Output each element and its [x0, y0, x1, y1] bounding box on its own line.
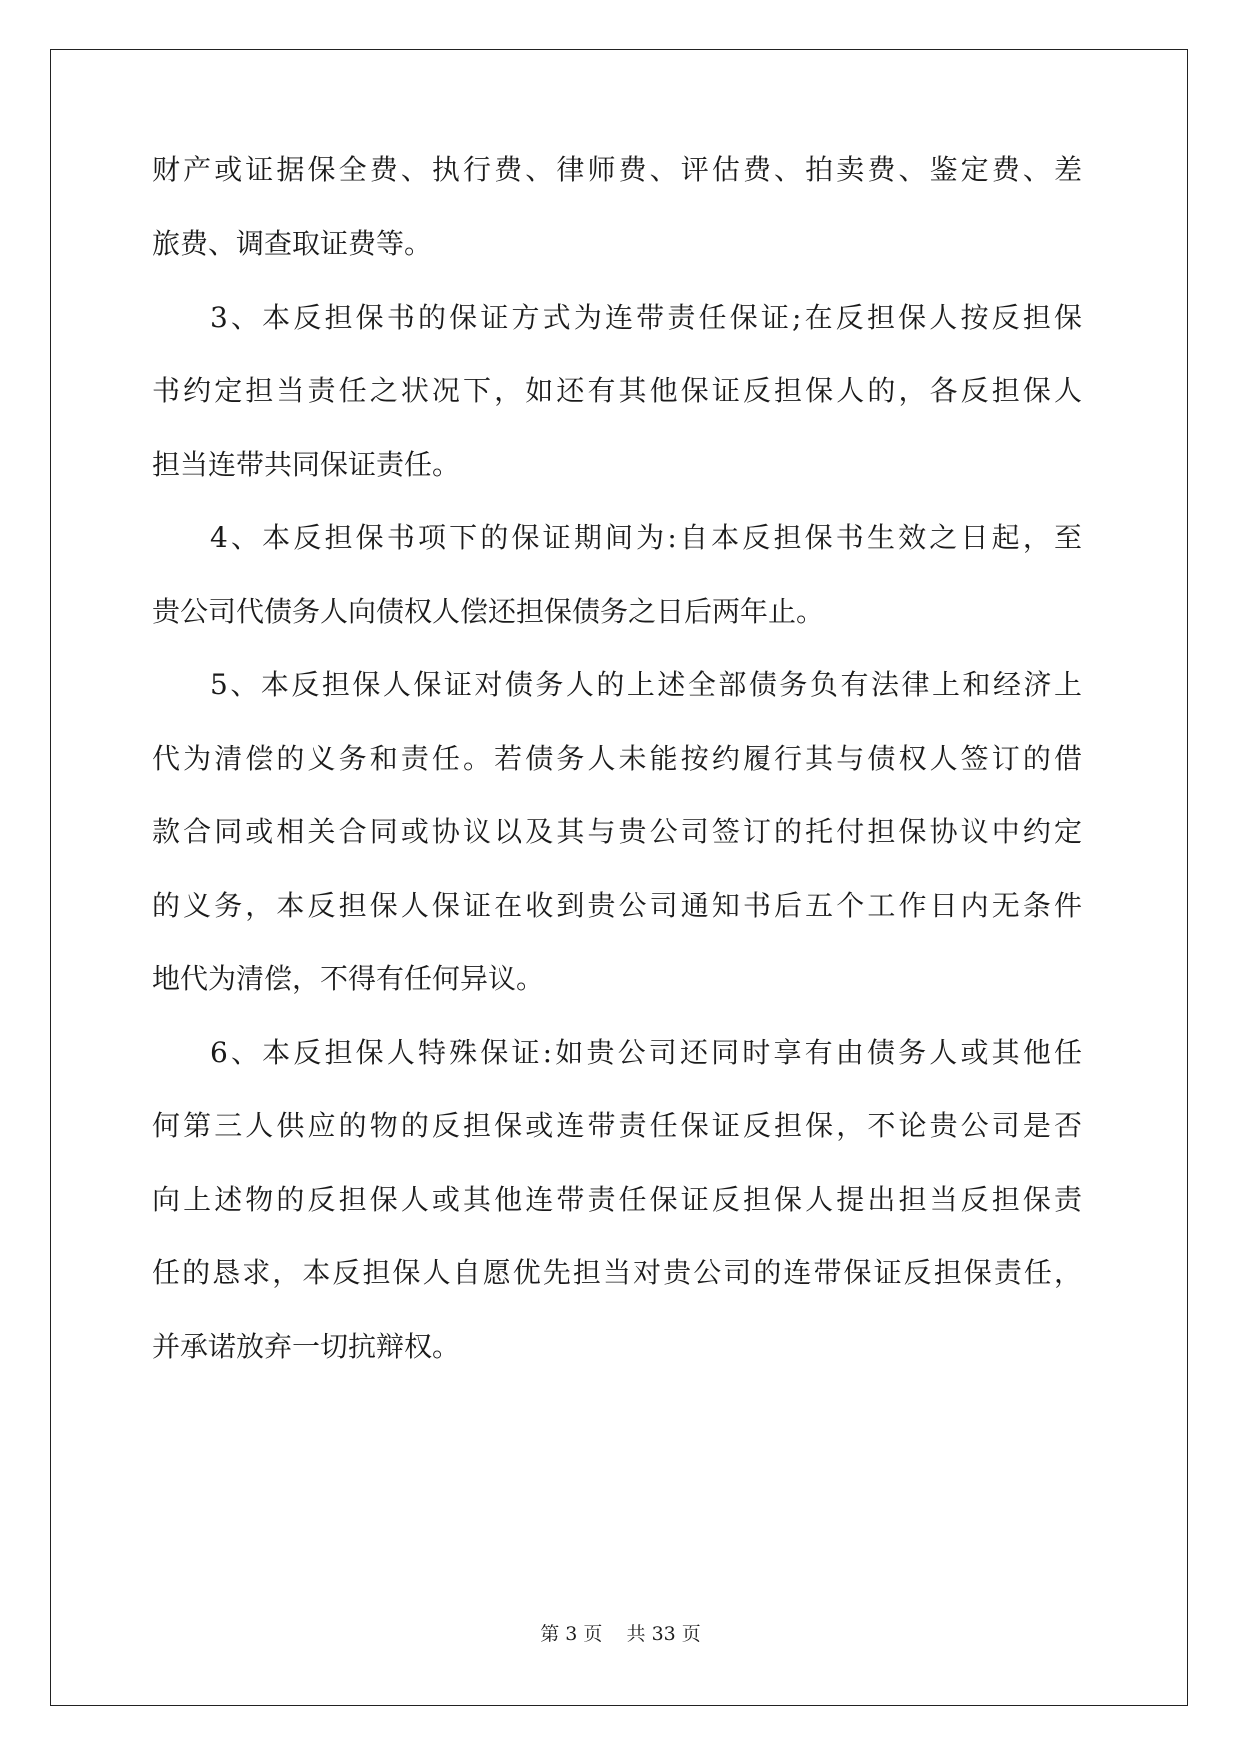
text-line: 5、本反担保人保证对债务人的上述全部债务负有法律上和经济上: [210, 668, 1082, 701]
text-line: 任的恳求，本反担保人自愿优先担当对贵公司的连带保证反担保责任，: [152, 1256, 1082, 1289]
text-line: 旅费、调查取证费等。: [152, 227, 433, 260]
text-line: 地代为清偿，不得有任何异议。: [152, 962, 545, 995]
text-line: 6、本反担保人特殊保证:如贵公司还同时享有由债务人或其他任: [210, 1036, 1082, 1069]
text-line: 何第三人供应的物的反担保或连带责任保证反担保，不论贵公司是否: [152, 1109, 1082, 1142]
text-line: 3、本反担保书的保证方式为连带责任保证;在反担保人按反担保: [210, 301, 1082, 334]
text-line: 担当连带共同保证责任。: [152, 448, 461, 481]
text-line: 贵公司代债务人向债权人偿还担保债务之日后两年止。: [152, 595, 825, 628]
text-line: 款合同或相关合同或协议以及其与贵公司签订的托付担保协议中约定: [152, 815, 1082, 848]
text-line: 代为清偿的义务和责任。若债务人未能按约履行其与债权人签订的借: [152, 742, 1082, 775]
text-line: 书约定担当责任之状况下，如还有其他保证反担保人的，各反担保人: [152, 374, 1082, 407]
text-line: 财产或证据保全费、执行费、律师费、评估费、拍卖费、鉴定费、差: [152, 153, 1082, 186]
page-number: 第 3 页 共 33 页: [540, 1623, 701, 1645]
text-line: 的义务，本反担保人保证在收到贵公司通知书后五个工作日内无条件: [152, 889, 1082, 922]
text-line: 向上述物的反担保人或其他连带责任保证反担保人提出担当反担保责: [152, 1183, 1082, 1216]
text-line: 4、本反担保书项下的保证期间为:自本反担保书生效之日起，至: [210, 521, 1082, 554]
page-border: [50, 49, 1188, 1706]
text-line: 并承诺放弃一切抗辩权。: [152, 1330, 461, 1363]
